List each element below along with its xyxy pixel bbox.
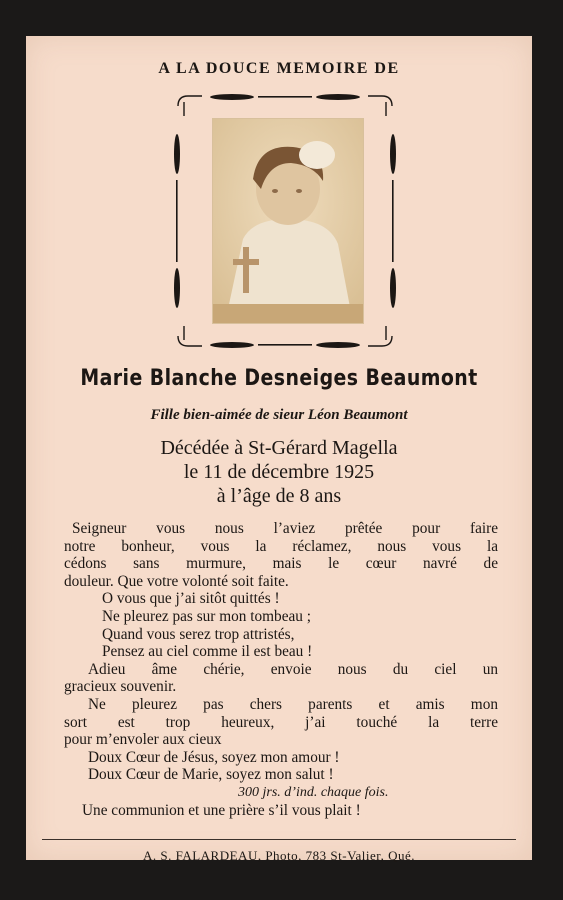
verse-line: O vous que j’ai sitôt quittés !: [102, 590, 280, 608]
verse-line: Ne pleurez pas sur mon tombeau ;: [102, 607, 311, 625]
prayer-line: Ne pleurez pas chers parents et amis mon: [88, 695, 498, 713]
prayer-line: cédons sans murmure, mais le cœur navré de: [64, 555, 498, 573]
indulgence-note: 300 jrs. d’ind. chaque fois.: [238, 784, 389, 800]
invocation-line: Doux Cœur de Marie, soyez mon salut !: [88, 766, 334, 784]
prayer-line: gracieux souvenir.: [64, 678, 177, 696]
death-age: à l’âge de 8 ans: [216, 485, 342, 507]
prayer-line: sort est trop heureux, j’ai touché la terre: [64, 713, 498, 731]
footer-divider: [42, 839, 516, 840]
closing-request: Une communion et une prière s’il vous plait !: [82, 801, 361, 819]
death-details: [26, 436, 532, 508]
prayer-line: Seigneur vous nous l’aviez prêtée pour faire: [72, 520, 498, 537]
card-heading: A LA DOUCE MEMOIRE DE: [158, 60, 400, 77]
death-place: Décédée à St-Gérard Magella: [160, 437, 398, 459]
prayer-line: douleur. Que votre volonté soit faite.: [64, 572, 289, 590]
prayer-line: pour m’envoler aux cieux: [64, 731, 222, 749]
printer-imprint: A. S. FALARDEAU, Photo, 783 St-Valier, Qué.: [142, 848, 416, 862]
prayer-text: [64, 520, 498, 819]
death-date: le 11 de décembre 1925: [183, 461, 375, 483]
deceased-name: Marie Blanche Desneiges Beaumont: [80, 366, 478, 391]
prayer-line: Adieu âme chérie, envoie nous du ciel un: [88, 660, 498, 678]
memorial-card: [26, 36, 532, 860]
family-relation: Fille bien-aimée de sieur Léon Beaumont: [150, 407, 408, 423]
child-portrait-photo: [212, 118, 364, 324]
invocation-line: Doux Cœur de Jésus, soyez mon amour !: [88, 748, 340, 766]
verse-line: Quand vous serez trop attristés,: [102, 625, 295, 643]
prayer-line: notre bonheur, vous la réclamez, nous vous la: [64, 537, 498, 555]
verse-line: Pensez au ciel comme il est beau !: [102, 643, 313, 661]
